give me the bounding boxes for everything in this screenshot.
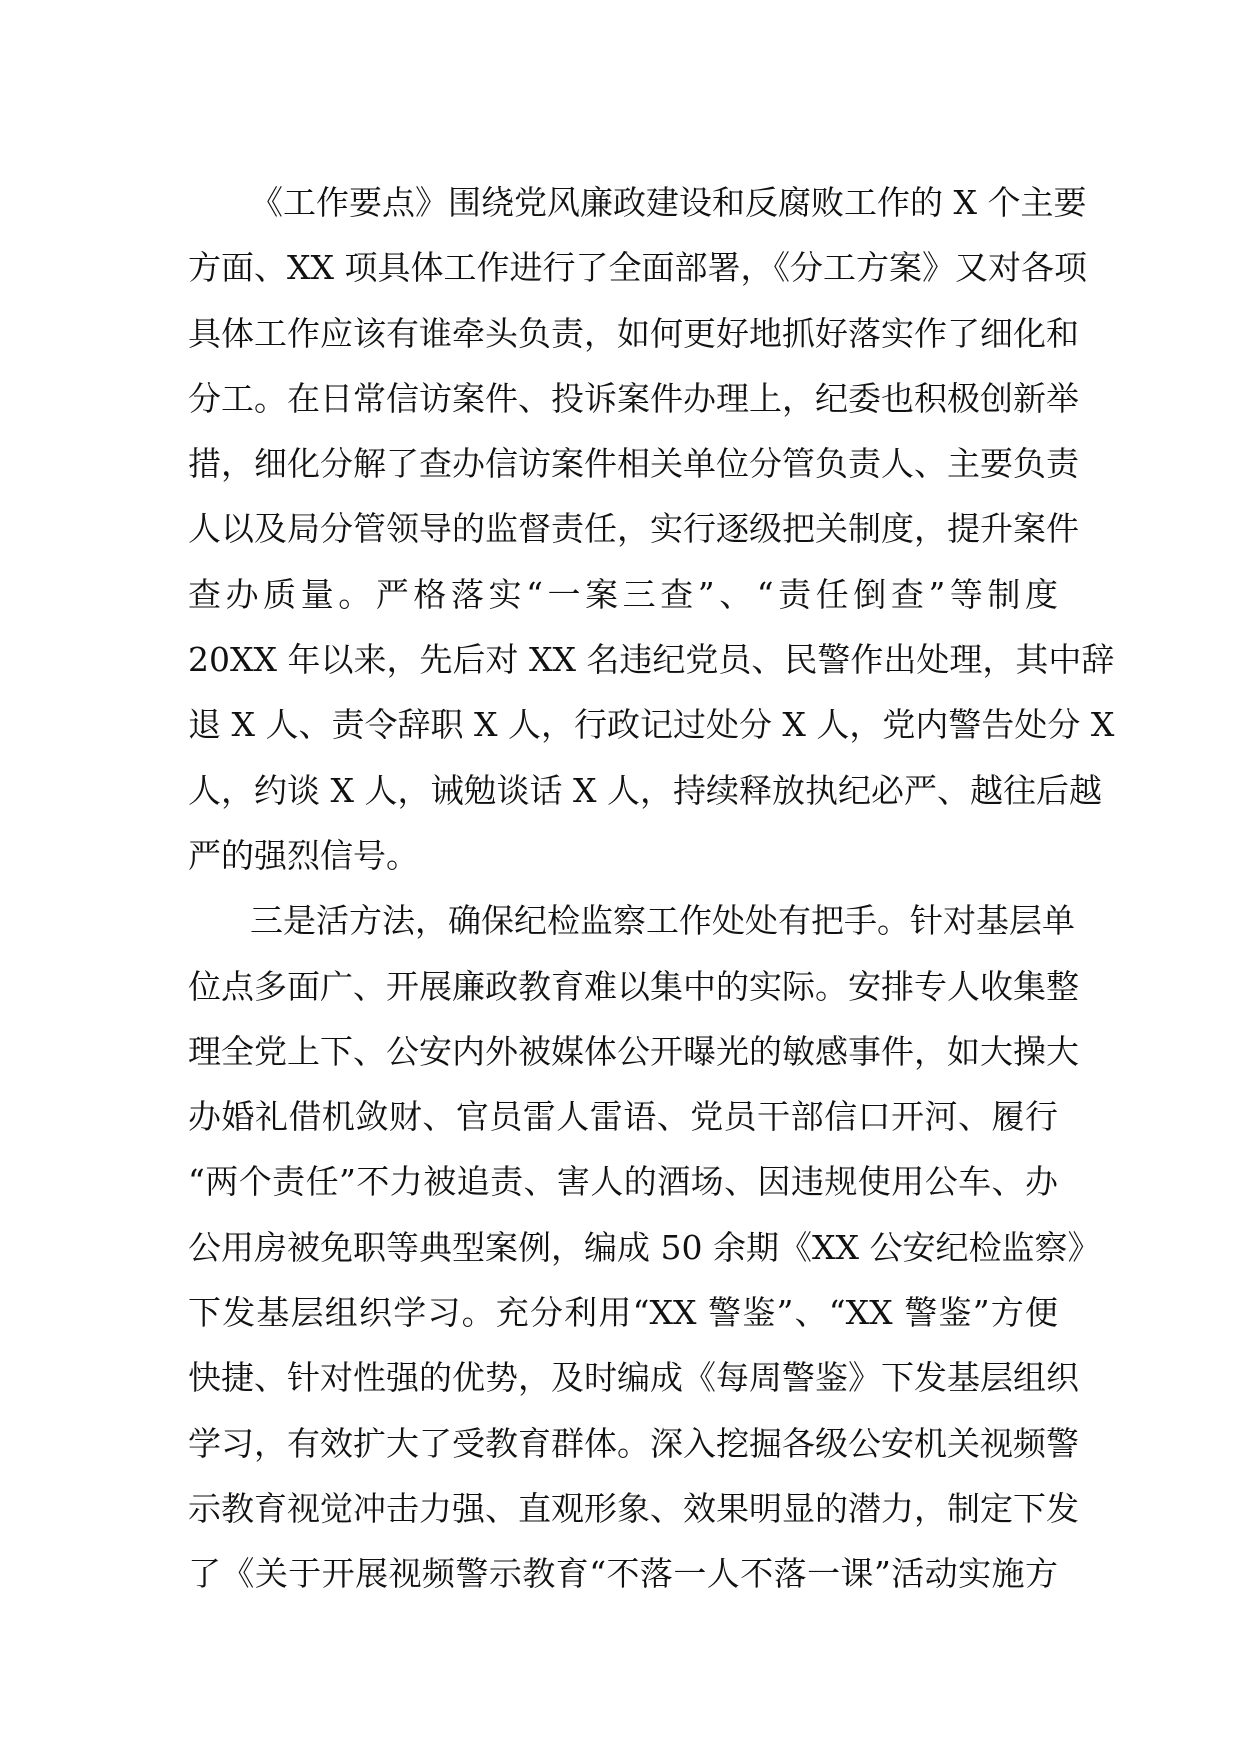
text-line: 人，约谈 X 人，诫勉谈话 X 人，持续释放执纪必严、越往后越 [188,770,1102,810]
text-line: 《工作要点》围绕党风廉政建设和反腐败工作的 X 个主要 [250,183,1087,222]
body-text [188,170,1115,1607]
text-line: 公用房被免职等典型案例，编成 50 余期《XX 公安纪检监察》 [188,1227,1101,1267]
text-line: 措，细化分解了查办信访案件相关单位分管负责人、主要负责 [188,444,1079,484]
text-line: 学习，有效扩大了受教育群体。深入挖掘各级公安机关视频警 [188,1423,1079,1463]
text-line: 人以及局分管领导的监督责任，实行逐级把关制度，提升案件 [188,509,1079,549]
text-line: 20XX 年以来，先后对 XX 名违纪党员、民警作出处理，其中辞 [188,640,1115,680]
text-line: 理全党上下、公安内外被媒体公开曝光的敏感事件，如大操大 [188,1031,1079,1071]
text-line: 位点多面广、开展廉政教育难以集中的实际。安排专人收集整 [188,966,1079,1006]
text-line: 下发基层组织学习。充分利用“XX 警鉴”、“XX 警鉴”方便 [188,1293,1058,1333]
text-line: 具体工作应该有谁牵头负责，如何更好地抓好落实作了细化和 [188,313,1079,353]
text-line: 了《关于开展视频警示教育“不落一人不落一课”活动实施方 [188,1554,1058,1594]
text-line: 三是活方法，确保纪检监察工作处处有把手。针对基层单 [250,901,1075,941]
text-line: 分工。在日常信访案件、投诉案件办理上，纪委也积极创新举 [188,378,1079,418]
text-line: 办婚礼借机敛财、官员雷人雷语、党员干部信口开河、履行 [188,1097,1058,1137]
text-line: 退 X 人、责令辞职 X 人，行政记过处分 X 人，党内警告处分 X [188,705,1115,745]
text-line: 方面、XX 项具体工作进行了全面部署，《分工方案》又对各项 [188,248,1087,288]
text-line: 示教育视觉冲击力强、直观形象、效果明显的潜力，制定下发 [188,1488,1079,1528]
text-line: 严的强烈信号。 [188,835,419,875]
text-line: 快捷、针对性强的优势，及时编成《每周警鉴》下发基层组织 [188,1358,1079,1398]
text-line: “两个责任”不力被追责、害人的酒场、因违规使用公车、办 [188,1162,1058,1202]
text-line: 查办质量。严格落实“一案三查”、“责任倒查”等制度 [188,574,1058,614]
